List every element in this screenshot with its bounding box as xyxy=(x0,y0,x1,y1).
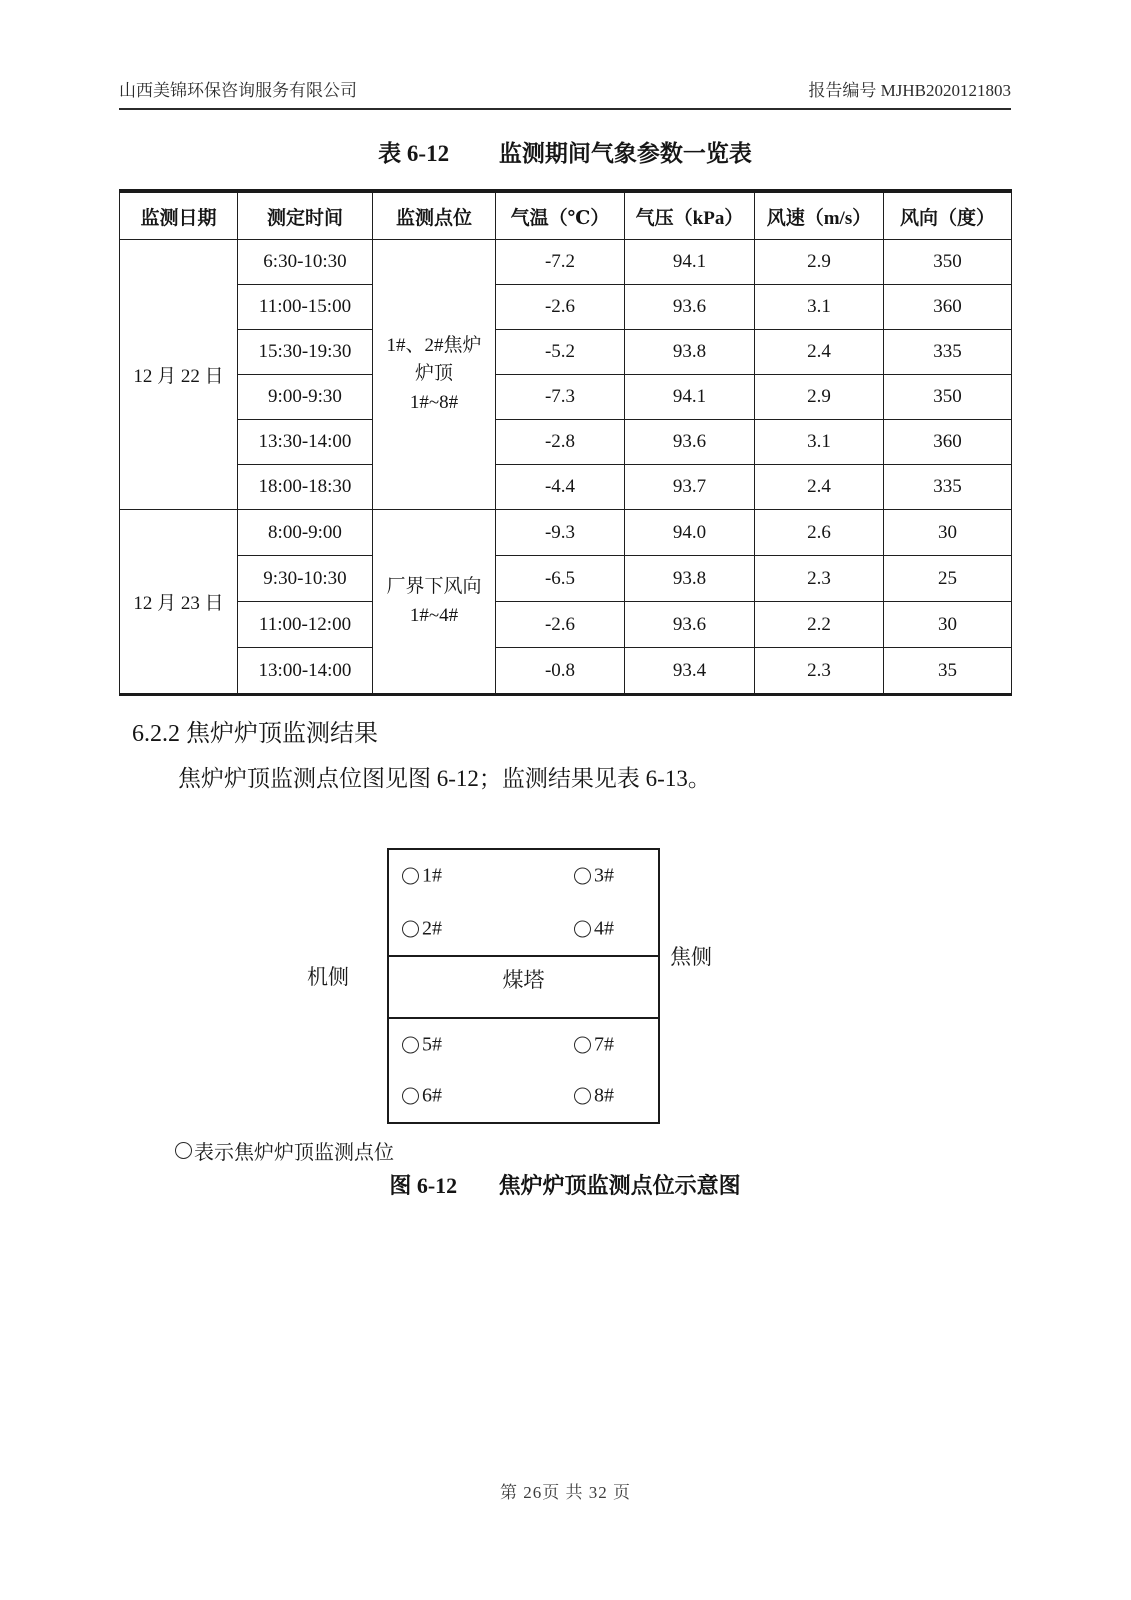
monitoring-point-circle-icon xyxy=(175,1142,192,1159)
time-cell: 11:00-15:00 xyxy=(238,285,373,330)
wind-dir-cell: 35 xyxy=(884,648,1012,695)
column-header-temperature: 气温（℃） xyxy=(496,191,625,240)
column-header-pressure: 气压（kPa） xyxy=(625,191,755,240)
monitoring-point-circle-icon xyxy=(402,1036,419,1053)
temp-cell: -2.6 xyxy=(496,602,625,648)
time-cell: 9:00-9:30 xyxy=(238,375,373,420)
table-row xyxy=(120,420,1012,465)
time-cell: 8:00-9:00 xyxy=(238,510,373,556)
time-cell: 15:30-19:30 xyxy=(238,330,373,375)
monitoring-point-circle-icon xyxy=(574,920,591,937)
table-row xyxy=(120,648,1012,695)
column-header-date: 监测日期 xyxy=(120,191,238,240)
wind-speed-cell: 2.6 xyxy=(755,510,884,556)
temp-cell: -5.2 xyxy=(496,330,625,375)
monitoring-point-7 xyxy=(574,1033,614,1056)
pressure-cell: 93.4 xyxy=(625,648,755,695)
site-line: 炉顶 xyxy=(414,363,453,385)
point-row xyxy=(389,903,658,956)
coal-tower-section xyxy=(389,955,658,1019)
table-row xyxy=(120,375,1012,420)
wind-speed-cell: 2.3 xyxy=(755,556,884,602)
wind-speed-cell: 2.3 xyxy=(755,648,884,695)
column-header-wind-speed: 风速（m/s） xyxy=(755,191,884,240)
site-line: 厂界下风向 xyxy=(386,576,482,597)
monitoring-point-2 xyxy=(402,917,442,940)
pressure-cell: 93.7 xyxy=(625,465,755,510)
machine-side-label: 机侧 xyxy=(307,965,349,989)
wind-speed-cell: 2.4 xyxy=(755,465,884,510)
point-label: 3# xyxy=(594,864,614,887)
section-paragraph: 焦炉炉顶监测点位图见图 6-12；监测结果见表 6-13。 xyxy=(178,766,711,791)
wind-speed-cell: 2.9 xyxy=(755,240,884,285)
date-cell: 12 月 22 日 xyxy=(120,240,238,510)
column-header-site: 监测点位 xyxy=(373,191,496,240)
figure-caption xyxy=(119,1169,1011,1200)
site-line: 1#~4# xyxy=(409,604,459,626)
pressure-cell: 94.1 xyxy=(625,375,755,420)
time-cell: 18:00-18:30 xyxy=(238,465,373,510)
table-row xyxy=(120,465,1012,510)
wind-dir-cell: 350 xyxy=(884,375,1012,420)
table-row xyxy=(120,240,1012,285)
table-header-row xyxy=(120,191,1012,240)
wind-speed-cell: 3.1 xyxy=(755,285,884,330)
monitoring-point-circle-icon xyxy=(574,1088,591,1105)
time-cell: 6:30-10:30 xyxy=(238,240,373,285)
table-row xyxy=(120,510,1012,556)
time-cell: 13:30-14:00 xyxy=(238,420,373,465)
temp-cell: -2.6 xyxy=(496,285,625,330)
wind-dir-cell: 30 xyxy=(884,510,1012,556)
date-cell: 12 月 23 日 xyxy=(120,510,238,695)
wind-dir-cell: 335 xyxy=(884,330,1012,375)
monitoring-point-1 xyxy=(402,865,442,888)
table-row xyxy=(120,602,1012,648)
time-cell: 13:00-14:00 xyxy=(238,648,373,695)
wind-dir-cell: 30 xyxy=(884,602,1012,648)
point-row xyxy=(389,1071,658,1123)
time-cell: 9:30-10:30 xyxy=(238,556,373,602)
pressure-cell: 94.1 xyxy=(625,240,755,285)
temp-cell: -4.4 xyxy=(496,465,625,510)
wind-dir-cell: 360 xyxy=(884,420,1012,465)
column-header-wind-direction: 风向（度） xyxy=(884,191,1012,240)
temp-cell: -7.3 xyxy=(496,375,625,420)
point-label: 1# xyxy=(422,864,442,887)
temp-cell: -6.5 xyxy=(496,556,625,602)
wind-speed-cell: 2.4 xyxy=(755,330,884,375)
monitoring-point-circle-icon xyxy=(402,1088,419,1105)
page-number: 第 26页 共 32 页 xyxy=(500,1483,631,1502)
point-label: 6# xyxy=(422,1084,442,1107)
weather-parameters-table xyxy=(119,189,1012,696)
site-cell xyxy=(373,240,496,510)
monitoring-point-5 xyxy=(402,1033,442,1056)
temp-cell: -2.8 xyxy=(496,420,625,465)
oven-bottom-section xyxy=(389,1019,658,1122)
monitoring-point-3 xyxy=(574,865,614,888)
table-title xyxy=(119,135,1011,168)
point-row xyxy=(389,1019,658,1071)
coal-tower-label: 煤塔 xyxy=(502,968,545,992)
table-row xyxy=(120,330,1012,375)
pressure-cell: 94.0 xyxy=(625,510,755,556)
point-label: 2# xyxy=(422,917,442,940)
pressure-cell: 93.8 xyxy=(625,330,755,375)
point-label: 7# xyxy=(594,1033,614,1056)
pressure-cell: 93.6 xyxy=(625,285,755,330)
monitoring-point-circle-icon xyxy=(402,868,419,885)
point-label: 5# xyxy=(422,1033,442,1056)
monitoring-point-circle-icon xyxy=(574,868,591,885)
monitoring-point-circle-icon xyxy=(574,1036,591,1053)
report-number: 报告编号 MJHB2020121803 xyxy=(808,81,1011,100)
section-heading: 6.2.2 焦炉炉顶监测结果 xyxy=(132,721,378,747)
pressure-cell: 93.8 xyxy=(625,556,755,602)
monitoring-point-6 xyxy=(402,1085,442,1108)
figure-caption-text: 焦炉炉顶监测点位示意图 xyxy=(498,1173,741,1198)
table-row xyxy=(120,285,1012,330)
coke-oven-box xyxy=(387,848,660,1124)
document-header xyxy=(119,0,1011,110)
oven-top-section xyxy=(389,850,658,955)
wind-dir-cell: 25 xyxy=(884,556,1012,602)
point-label: 8# xyxy=(594,1084,614,1107)
table-row xyxy=(120,556,1012,602)
wind-speed-cell: 3.1 xyxy=(755,420,884,465)
column-header-time: 测定时间 xyxy=(238,191,373,240)
figure-caption-label: 图 6-12 xyxy=(389,1173,458,1198)
coke-side-label: 焦侧 xyxy=(670,945,712,969)
monitoring-point-circle-icon xyxy=(402,920,419,937)
figure-legend xyxy=(175,1136,1011,1165)
table-title-text: 监测期间气象参数一览表 xyxy=(498,141,752,166)
monitoring-points-diagram xyxy=(119,848,1011,1124)
legend-text: 表示焦炉炉顶监测点位 xyxy=(194,1142,394,1164)
point-row xyxy=(389,850,658,903)
table-title-label: 表 6-12 xyxy=(378,141,450,166)
wind-dir-cell: 335 xyxy=(884,465,1012,510)
site-cell xyxy=(373,510,496,695)
monitoring-point-8 xyxy=(574,1085,614,1108)
temp-cell: -7.2 xyxy=(496,240,625,285)
time-cell: 11:00-12:00 xyxy=(238,602,373,648)
point-label: 4# xyxy=(594,917,614,940)
wind-dir-cell: 350 xyxy=(884,240,1012,285)
monitoring-point-4 xyxy=(574,917,614,940)
temp-cell: -9.3 xyxy=(496,510,625,556)
pressure-cell: 93.6 xyxy=(625,602,755,648)
pressure-cell: 93.6 xyxy=(625,420,755,465)
wind-speed-cell: 2.2 xyxy=(755,602,884,648)
site-line: 1#、2#焦炉 xyxy=(386,334,482,356)
temp-cell: -0.8 xyxy=(496,648,625,695)
wind-speed-cell: 2.9 xyxy=(755,375,884,420)
company-name: 山西美锦环保咨询服务有限公司 xyxy=(119,81,357,100)
site-line: 1#~8# xyxy=(409,391,459,413)
page-content xyxy=(119,0,1011,1200)
wind-dir-cell: 360 xyxy=(884,285,1012,330)
